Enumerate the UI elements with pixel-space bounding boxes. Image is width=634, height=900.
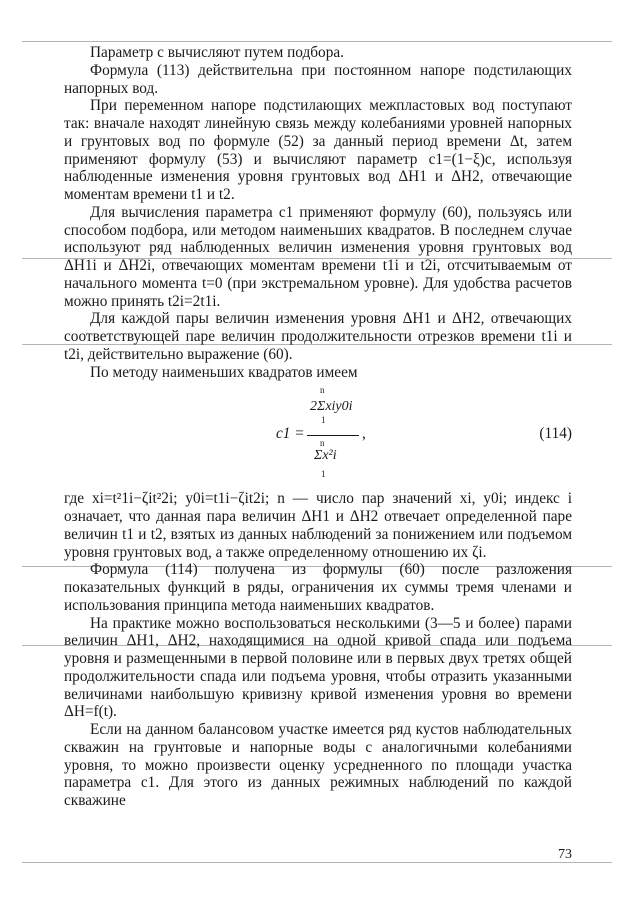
equation-number: (114): [539, 425, 572, 443]
paragraph: Формула (113) действительна при постоянном напоре подстилающих напорных вод.: [64, 61, 572, 97]
numerator-lower-limit: 1: [321, 415, 326, 426]
formula-denominator: Σx²i: [314, 448, 337, 464]
fraction-bar: [307, 435, 359, 436]
paragraph: При переменном напоре подстилающих межпластовых вод поступают так: вначале находят линейную связь между колебаниями уровней напорных и грунтовых вод по формуле (52) за данный период времени Δt, затем применяют формулу (53) и вычисляют параметр c1=(1−ξ)c, используя наблюденные изменения уровня грунтовых вод ΔH1 и ΔH2, отвечающие моментам времени t1 и t2.: [64, 97, 572, 203]
rule-bottom: [22, 862, 612, 863]
formula-comma: ,: [362, 425, 366, 443]
paragraph: Если на данном балансовом участке имеется ряд кустов наблюдательных скважин на грунтовые и напорные воды с аналогичными колебаниями уровня, то можно произвести оценку усредненного по площади участка параметра c1. Для этого из данных режимных наблюдений по каждой скважине: [64, 721, 572, 809]
formula-numerator: 2Σxiy0i: [310, 399, 353, 415]
paragraph: Для вычисления параметра c1 применяют формулу (60), пользуясь или способом подбора, или методом наименьших квадратов. В последнем случае используют ряд наблюденных величин изменения уровня грунтовых вод ΔH1i и ΔH2i, отвечающих моментам времени t1i и t2i, отсчитываемым от начального момента t=0 (при экстремальном уровне). Для удобства расчетов можно принять t2i=2t1i.: [64, 203, 572, 310]
numerator-upper-limit: n: [320, 385, 325, 396]
paragraph: На практике можно воспользоваться несколькими (3—5 и более) парами величин ΔH1, ΔH2, находящимися на одной кривой спада или подъема уровня и размещенными в первой половине или в первых двух третях общей продолжительности спада или подъема уровня, чтобы отразить указанными величинами наибольшую кривизну кривой изменения уровня во времени ΔH=f(t).: [64, 614, 572, 721]
denominator-lower-limit: 1: [321, 469, 326, 480]
formula-lhs: c1 =: [276, 425, 305, 443]
page-number: 73: [558, 847, 572, 862]
paragraph: Для каждой пары величин изменения уровня ΔH1 и ΔH2, отвечающих соответствующей паре величин продолжительности отрезков времени t1i и t2i, действительно выражение (60).: [64, 310, 572, 363]
denominator-upper-limit: n: [320, 438, 325, 449]
paragraph: Формула (114) получена из формулы (60) после разложения показательных функций в ряды, ограничения их суммы тремя членами и использования принципа метода наименьших квадратов.: [64, 561, 572, 614]
paragraph: По методу наименьших квадратов имеем: [90, 363, 358, 381]
paragraph: где xi=t²1i−ζit²2i; y0i=t1i−ζit2i; n — число пар значений xi, y0i; индекс i означает, что данная пара величин ΔH1 и ΔH2 отвечает определенной паре величин t1 и t2, взятых из данных наблюдений за понижением или подъемом уровня грунтовых вод, а также определенному отношению их ζi.: [64, 490, 572, 561]
formula-114: [64, 384, 572, 488]
paragraph: Параметр c вычисляют путем подбора.: [90, 44, 344, 61]
rule-top: [22, 41, 612, 42]
fraction: [276, 384, 366, 488]
page-text: [64, 44, 572, 810]
